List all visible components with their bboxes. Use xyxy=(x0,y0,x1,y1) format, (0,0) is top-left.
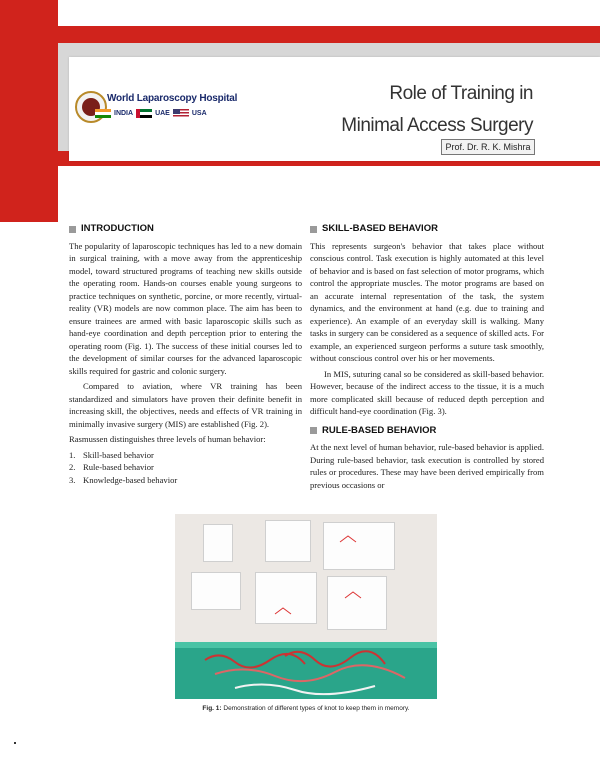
author-name: Prof. Dr. R. K. Mishra xyxy=(441,139,535,155)
heading-square-icon xyxy=(310,226,317,233)
logo-country: UAE xyxy=(155,110,170,117)
page-title xyxy=(330,78,533,142)
title-line-2: Minimal Access Surgery xyxy=(341,115,533,136)
list-item xyxy=(69,474,302,487)
heading-text: SKILL-BASED BEHAVIOR xyxy=(322,223,438,234)
heading-text: RULE-BASED BEHAVIOR xyxy=(322,424,437,436)
title-line-1: Role of Training in xyxy=(389,83,533,104)
usa-flag-icon xyxy=(173,109,189,118)
list-number: 3. xyxy=(69,474,76,485)
figure-caption xyxy=(175,705,437,712)
section-heading-introduction xyxy=(69,223,302,236)
intro-paragraph-2: Compared to aviation, where VR training has been standardized and simulators have proven their definite benefit in increasing skill, the objectives, needs and effects of VR training in minimally invasive surgery (MIS) are established (Fig. 2). xyxy=(69,381,302,429)
list-item-text: Knowledge-based behavior xyxy=(83,474,178,485)
logo-title: World Laparoscopy Hospital xyxy=(107,93,238,104)
rule-paragraph-1: At the next level of human behavior, rule-based behavior is applied. During rule-based behavior, task execution is controlled by stored rules or procedures. These may have been derived empirically from previous occasions or xyxy=(310,442,544,490)
section-heading-skill-based xyxy=(310,223,544,236)
list-item-text: Rule-based behavior xyxy=(83,462,154,472)
list-item-text: Skill-based behavior xyxy=(83,449,154,460)
heading-text: INTRODUCTION xyxy=(81,223,154,234)
section-heading-rule-based xyxy=(310,425,544,438)
right-column xyxy=(310,223,544,491)
logo-country: INDIA xyxy=(114,110,134,117)
hospital-seal-icon xyxy=(75,91,107,123)
skill-paragraph-1: This represents surgeon's behavior that takes place without conscious control. Task execution is highly automated at this level of behavior and is based on fast selection of motor programs, which control the appropriate muscles. The motor programs are based on an accurate internal representation of the task, the system dynamics, and the environment at hand (e.g. due to training and experience). An example of an everyday skill is walking. Many tasks in surgery can be considered as a sequence of skilled acts. For example, an experienced surgeon performs a suture task smoothly, without conscious control over his or her movements. xyxy=(310,240,544,363)
india-flag-icon xyxy=(95,109,111,118)
list-item xyxy=(69,461,302,474)
heading-square-icon xyxy=(310,427,317,434)
uae-flag-icon xyxy=(136,109,152,118)
intro-paragraph-1: The popularity of laparoscopic techniques has led to a new domain in surgical training, with a move away from the apprenticeship model, toward structured programs of teaching new skills outside the operating room. Hands-on courses enable young surgeons to practice techniques on synthetic, porcine, or more recently, virtual-reality (VR) models are now common place. The aim has been to ensure trainees are armed with basic laparoscopic skills such as hand-eye coordination and depth perception prior to entering the operating room (Fig. 1). The success of these initial courses led to the development of similar courses for the advanced laparoscopic skills required for gastric and colonic surgery. xyxy=(69,240,302,376)
knot-ropes-illustration xyxy=(175,514,437,699)
behavior-levels-list xyxy=(69,449,302,487)
logo-flags xyxy=(95,109,207,118)
list-item xyxy=(69,449,302,462)
caption-text: Demonstration of different types of knot to keep them in memory. xyxy=(223,705,410,712)
heading-square-icon xyxy=(69,226,76,233)
figure-1-photo xyxy=(175,514,437,699)
rasmussen-paragraph: Rasmussen distinguishes three levels of human behavior: xyxy=(69,434,266,444)
skill-paragraph-2: In MIS, suturing canal so be considered as skill-based behavior. However, because of the indirect access to the tissue, it is a much more complicated skill because of reduced depth perception and difficult hand-eye coordination (Fig. 3). xyxy=(310,368,544,416)
list-number: 2. xyxy=(69,462,76,472)
caption-label: Fig. 1: xyxy=(202,705,222,712)
list-number: 1. xyxy=(69,449,76,460)
page-mark xyxy=(14,742,16,744)
logo-country: USA xyxy=(191,110,207,117)
hospital-logo xyxy=(75,91,238,125)
left-column xyxy=(69,223,302,486)
